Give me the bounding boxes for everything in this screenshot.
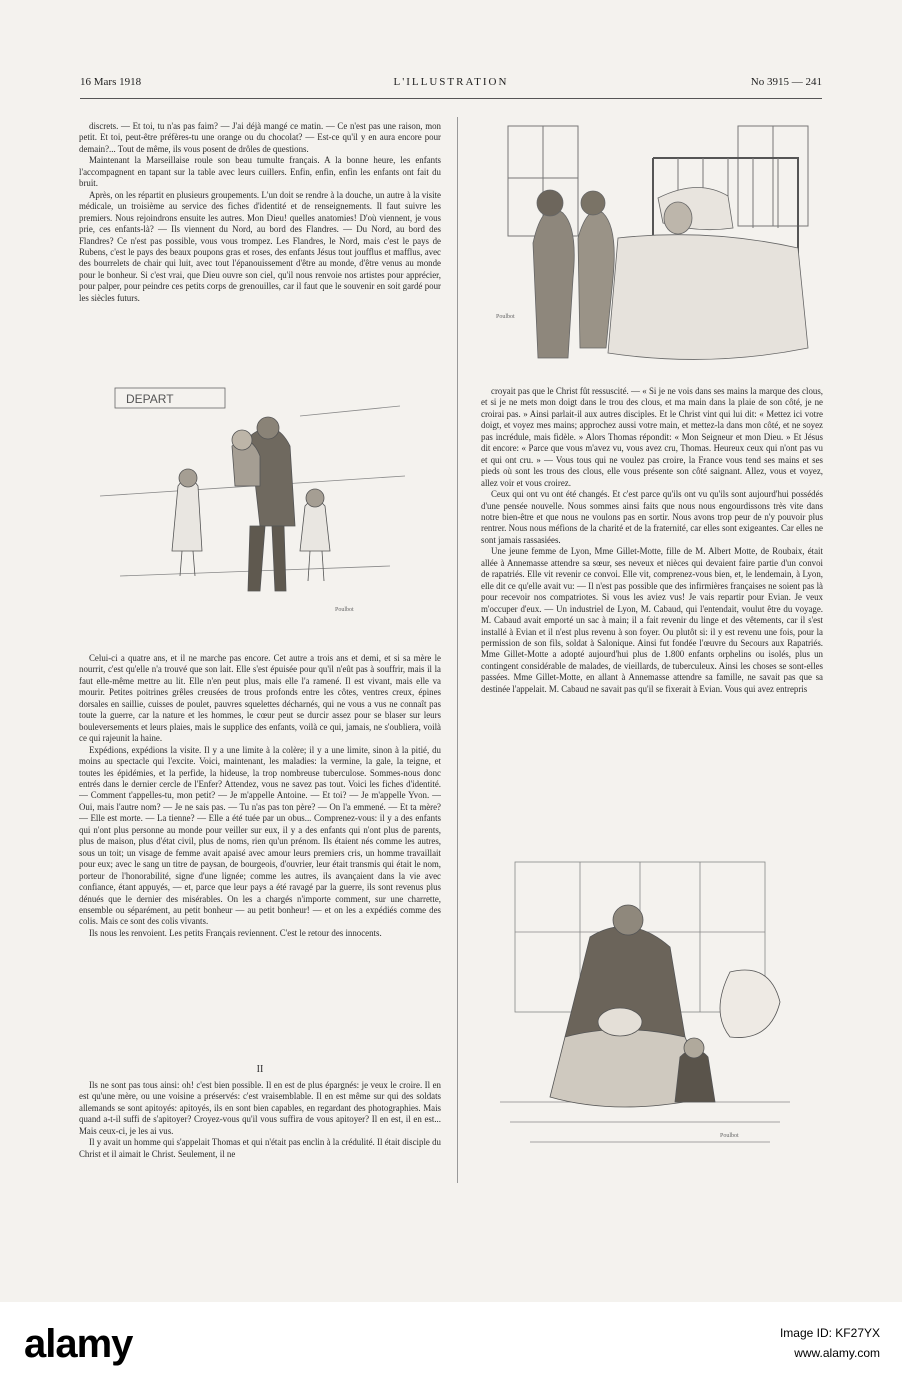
stock-footer xyxy=(0,1302,902,1390)
header-rule xyxy=(80,98,822,99)
header-date: 16 Mars 1918 xyxy=(80,76,142,88)
section-heading: II xyxy=(256,1064,264,1075)
left-column-text-1 xyxy=(79,121,441,369)
artist-signature: Poulbot xyxy=(496,314,515,320)
stock-website: www.alamy.com xyxy=(794,1346,880,1360)
children-departure-drawing xyxy=(100,376,405,639)
header-masthead: L'ILLUSTRATION xyxy=(393,76,509,88)
left-column-text-3 xyxy=(79,1080,441,1184)
hospital-bed-drawing xyxy=(478,118,824,380)
image-id-label: Image ID: KF27YX xyxy=(779,1326,880,1340)
header-page-number: No 3915 — 241 xyxy=(750,76,822,88)
paragraph: Celui-ci a quatre ans, et il ne marche pas encore. Cet autre a trois ans et demi, et si sa mère le nourrit, c'est qu'elle n'a trouvé que son lait. Elle s'est épuisée pour qu'il n'eût pas à souffrir, mais il la faut elle-même mettre au lit. Elle n'en peut plus, mais elle l'a ramené. Il est vivant, mais elle va mourir. Petites poitrines grêles creusées de trous profonds entre les côtes, ventres creux, épines dorsales en saillie, cuisses de poulet, pauvres squelettes décharnés, qui ne vous a vus ne connaît pas toute la guerre, car la nature et les hommes, le cœur peut se durcir assez pour se blaser sur leurs bouleversements et leurs plaies, mais le supplice des enfants, voilà ce qui, jamais, ne s'oubliera, voilà ce qui rajeunit la haine. xyxy=(79,653,441,744)
mother-child-drawing xyxy=(470,852,810,1152)
paragraph: Maintenant la Marseillaise roule son beau tumulte français. A la bonne heure, les enfants l'accompagnent en tapant sur la table avec leurs cuillers. Enfin, enfin, enfin les enfants ont fait du bruit. xyxy=(79,155,441,189)
paragraph: Ils nous les renvoient. Les petits Français reviennent. C'est le retour des innocents. xyxy=(89,927,382,938)
paragraph: Ceux qui ont vu ont été changés. Et c'est parce qu'ils ont vu qu'ils sont aujourd'hui possédés d'une pensée nouvelle. Nous sommes ainsi faits que nous nous engourdissons très vite dans notre bien-être et que nous ne voulons pas en sortir. Nous avons trop peur de n'y pouvoir plus rentrer. Nous nous méfions de la charité et de la fraternité, car elles sont exigeantes. Car elles ne sont jamais rassasiées. xyxy=(481,489,823,545)
paragraph: Expédions, expédions la visite. Il y a une limite à la colère; il y a une limite, sinon à la pitié, du moins au spectacle qui l'excite. Voici, maintenant, les maladies: la vermine, la gale, la teigne, et toutes les épidémies, et la perfide, la hideuse, la trop nombreuse tuberculose. Sommes-nous donc entrés dans le dernier cercle de l'Enfer? Attendez, vous ne savez pas tout. Voici les fiches d'identité. — Comment t'appelles-tu, mon petit? — Je m'appelle Antoine. — Et toi? — Je m'appelle Yvon. — Oui, mais l'autre nom? — Je ne sais pas. — Tu n'as pas ton père? — On l'a emmené. — Et ta mère? — Elle est morte. — La tienne? — Elle a été tuée par un obus... Comprenez-vous: il y a des enfants qui n'ont plus personne au monde pour veiller sur eux, il y a des enfants qui n'ont plus de parents, plus de maison, plus d'état civil, plus de noms, rien qu'un prénom. Ils étaient nés comme les autres, sous un toit; un visage de femme avait apaisé avec amour leurs premiers cris, un homme travaillait pour eux; avec le sang un titre de paysan, de bourgeois, d'ouvrier, leur était transmis qui était le nom, porteur de l'honorabilité, signe d'une lignée; comme les autres, ils avançaient dans la vie avec confiance, étant appuyés, — et, parce que leur pays a été ravagé par la guerre, ils sont revenus plus dénués que le dernier des misérables. On les a chargés n'importe comment, sur une charrette, ensemble ou séparément, au petit bonheur — au petit bonheur! — et on les a expédiés comme des colis. Mais ce sont des colis vivants. xyxy=(79,744,441,927)
paragraph: Une jeune femme de Lyon, Mme Gillet-Motte, fille de M. Albert Motte, de Roubaix, était allée à Annemasse attendre sa sœur, ses neveux et nièces qui devaient faire partie d'un convoi de rapatriés. Elle vit revenir ce convoi. Elle vit, comprenez-vous bien, et, le lendemain, à Lyon, elle dit ce qu'elle avait vu: — Il n'est pas possible que des infirmières françaises ne soient pas là pour recevoir nos compatriotes. Si vous les aviez vus! Je vais repartir pour Evian. Je veux m'occuper d'eux. — Un industriel de Lyon, M. Cabaud, qui l'entendait, voulut être du voyage. M. Cabaud avait emporté un sac à main; il a fait revenir du linge et des vêtements, car il s'est installé à Evian et il n'est plus revenu à son foyer. Ou plutôt si: il y est revenu une fois, pour la permission de son fils, soldat à Salonique. Ainsi fut fondée l'œuvre du Secours aux Rapatriés. Mme Gillet-Motte a adopté aujourd'hui plus de 1.800 enfants orphelins ou isolés, plus un contingent considérable de malades, de vieillards, de tuberculeux. Ainsi les choses se sont-elles passées. Mme Gillet-Motte, en allant à Annemasse attendre sa famille, ne savait pas que sa destinée l'appelait. M. Cabaud ne savait pas qu'il se fixerait à Evian. Vous qui avez entrepris xyxy=(481,546,823,694)
artist-signature: Poulbot xyxy=(720,1133,739,1139)
paragraph: Après, on les répartit en plusieurs groupements. L'un doit se rendre à la douche, un autre à la visite médicale, un troisième au service des fiches d'identité et de renseignements. Il faut suivre les premiers. Nous rejoindrons ensuite les autres. Mon Dieu! quelles anatomies! D'où viennent, je vous prie, ces enfants-là? — Ils viennent du Nord, au bord des Flandres. — Du Nord, au bord des Flandres? Ce n'est pas possible, vous vous trompez. Les Flandres, le Nord, mais c'est le pays de Rubens, c'est le pays des beaux poupons gras et roses, des enfants Jésus tout joufflus et mafflus, avec des bourrelets de chair qui luit, avec tout l'épanouissement d'être au monde, d'être venus au monde pour le bonheur. Si c'est vrai, que Dieu ouvre son ciel, qu'il nous renvoie nos artistes pour apprécier, pour palper, pour peindre ces petits corps de grenouilles, car il faut que le souvenir en soit gardé pour les siècles futurs. xyxy=(79,189,441,303)
right-column-text xyxy=(481,386,823,842)
stock-logo: alamy xyxy=(24,1322,133,1366)
illustration-mother-and-child xyxy=(470,852,810,1152)
depart-sign: DEPART xyxy=(126,392,174,406)
paragraph: Il y avait un homme qui s'appelait Thomas et qui n'était pas enclin à la crédulité. Il était disciple du Christ et il aimait le Christ. Seulement, il ne xyxy=(79,1137,441,1159)
left-column-text-2 xyxy=(79,653,441,1063)
column-divider xyxy=(457,117,458,1183)
paragraph: discrets. — Et toi, tu n'as pas faim? — J'ai déjà mangé ce matin. — Ce n'est pas une raison, mon petit. Et toi, peut-être préfères-tu une orange ou du chocolat? — Est-ce qu'il y en aura encore pour demain?... Tout de même, ils vous posent de drôles de questions. xyxy=(79,121,441,154)
paragraph: Ils ne sont pas tous ainsi: oh! c'est bien possible. Il en est de plus épargnés: je veux le croire. Il en est qu'une mère, ou une voisine a préservés: c'est vraisemblable. Il en est même sur qui des soldats allemands se sont apitoyés: apitoyés, ils en sont bien capables, en regardant des photographies. Mais quand a-t-il suffi de s'apitoyer? Croyez-vous qu'il vous suffira de vous apitoyer? Il en est, il en est... Mais ceux-ci, je les ai vus. xyxy=(79,1080,441,1136)
paragraph: croyait pas que le Christ fût ressuscité. — « Si je ne vois dans ses mains la marque des clous, et si je ne mets mon doigt dans le trou des clous, et ma main dans la plaie de son côté, je ne croirai pas. » Ainsi parlait-il aux autres disciples. Et le Christ vint qui lui dit: « Mettez ici votre doigt, et voyez mes mains; approchez aussi votre main, et mettez-la dans mon côté, et ne soyez pas incrédule, mais fidèle. » Alors Thomas répondit: « Mon Seigneur et mon Dieu. » Et Jésus dit encore: « Parce que vous m'avez vu, vous avez cru, Thomas. Heureux ceux qui n'ont pas vu et qui ont cru. » — Vous tous qui ne voulez pas croire, la France vous tend ses mains et ses pieds où sont les trous des clous, elle vous présente son côté saignant. Allez, vous et voyez, allez voir et vous croirez. xyxy=(481,386,823,488)
artist-signature: Poulbot xyxy=(335,607,354,613)
illustration-children-departure xyxy=(100,376,405,639)
illustration-hospital-bed xyxy=(478,118,824,380)
